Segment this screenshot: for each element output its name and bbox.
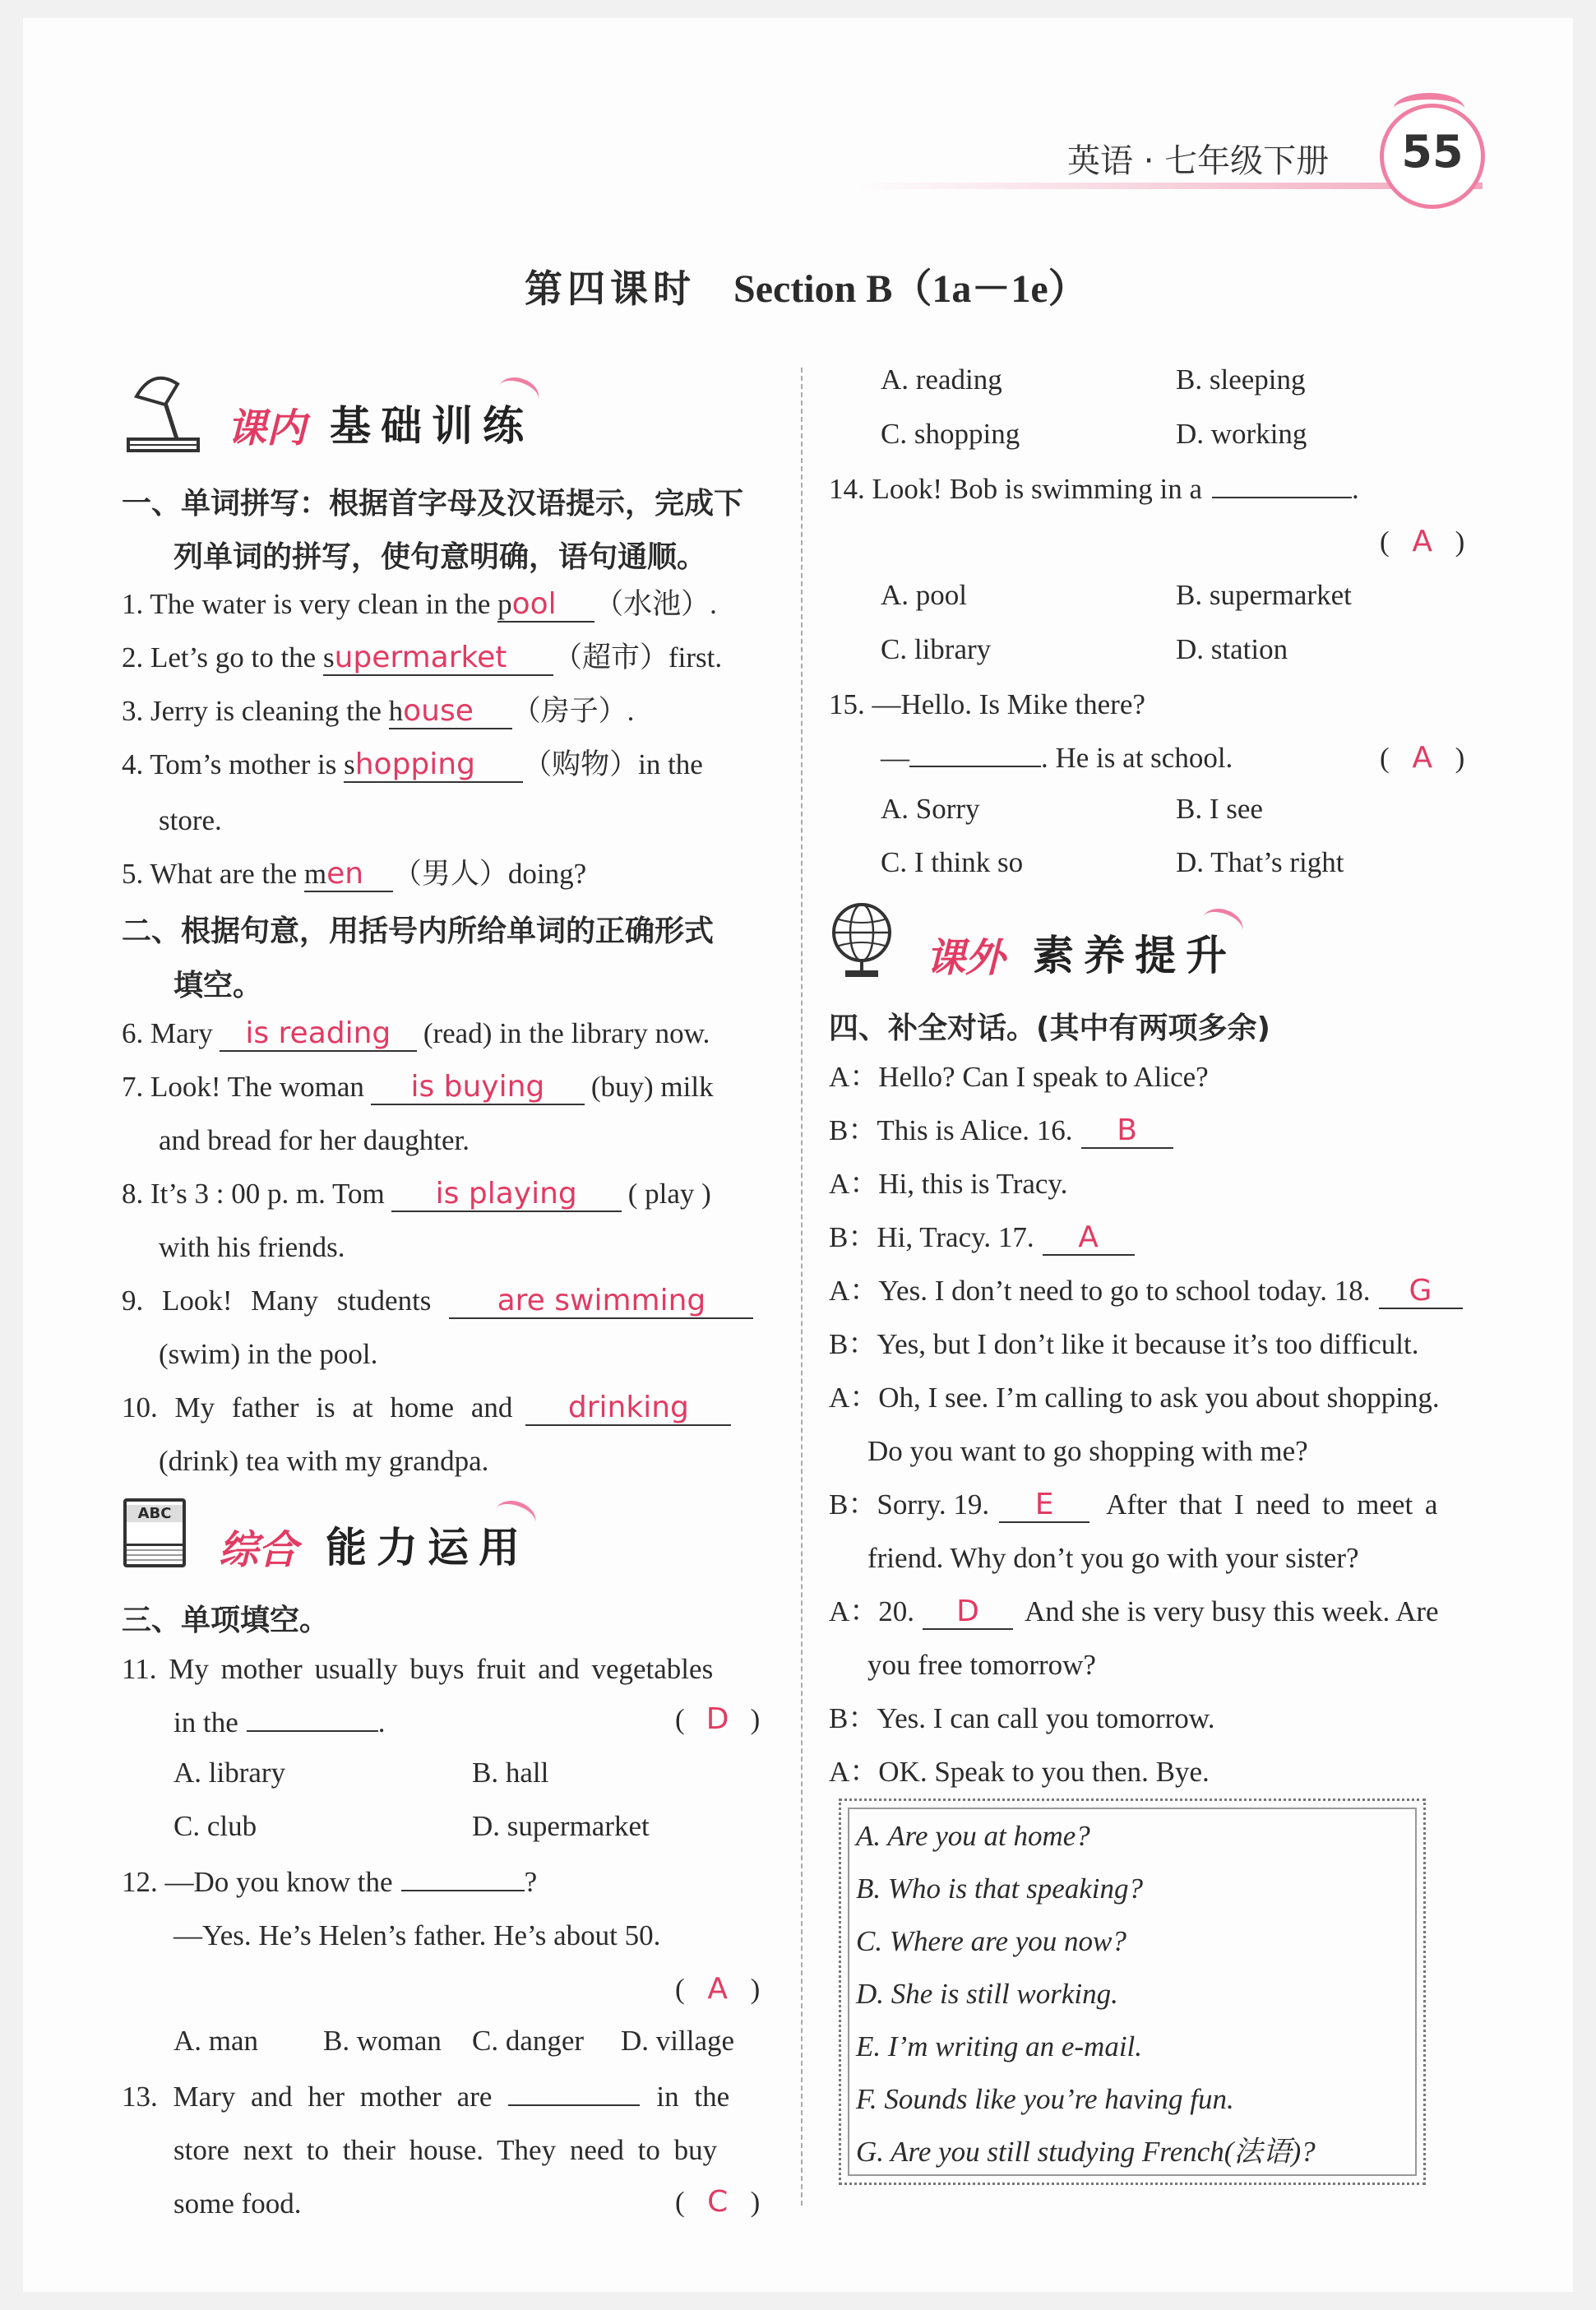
part1-heading-1: 一、单词拼写：根据首字母及汉语提示，完成下 [122,487,744,521]
q12-paren-open: ( [675,1973,685,2005]
q9-blank [449,1285,753,1319]
q1-text: 1. The water is very clean in the [122,588,498,620]
q10-answer: drinking [567,1391,689,1424]
blank-20 [923,1595,1013,1630]
q1-blank [497,588,594,623]
answer-16: B [1117,1113,1137,1147]
q15-option-b: B. I see [1176,793,1263,825]
q7-hint: (buy) milk [590,1071,714,1103]
dialogue-text: Hi, Tracy. 17. [877,1221,1034,1253]
question-6 [122,1015,710,1053]
q1-answer: ool [511,587,557,621]
answer-19: E [1034,1488,1054,1521]
dialogue-line-4 [829,1219,1135,1257]
speaker: A： [829,1756,879,1788]
q3-hint: （房子）. [511,695,635,727]
column-divider [801,368,803,2206]
choice-a: A. Are you at home? [856,1820,1090,1852]
blank-16 [1081,1114,1173,1149]
q15-paren-close: ) [1455,742,1465,774]
q9-text: 9. Look! Many students [122,1285,432,1317]
q1-letter: p [497,588,512,620]
q14-paren-open: ( [1380,525,1390,558]
q6-blank [220,1017,417,1052]
q14-blank [1212,497,1352,498]
q8-hint: ( play ) [627,1178,711,1210]
speaker: A： [829,1595,879,1627]
dialogue-text: Yes, but I don’t like it because it’s too difficult. [877,1328,1419,1360]
q5-answer: en [326,857,364,891]
q13-option-b: B. sleeping [1176,363,1306,396]
dialogue-text-after: And she is very busy this week. Are [1025,1595,1439,1627]
question-15-stem-2: — . He is at school. [881,742,1233,774]
question-7-cont: and bread for her daughter. [159,1124,470,1156]
q14-paren-close: ) [1455,525,1465,558]
dialogue-line-3 [829,1165,1067,1203]
q7-answer: is buying [410,1070,545,1104]
q12-paren-close: ) [750,1973,761,2005]
book-icon-label: ABC [127,1505,183,1522]
q11-option-b: B. hall [472,1757,549,1789]
lesson-title-cn: 第四课时 [525,266,696,311]
q15-answer: A [1412,741,1432,775]
q14-answer: A [1412,525,1432,558]
q15-option-d: D. That’s right [1176,846,1344,878]
q15-blank [909,766,1041,767]
q6-text: 6. Mary [122,1017,213,1049]
q13-option-d: D. working [1176,418,1307,450]
answer-17: A [1078,1220,1099,1254]
q2-answer: upermarket [334,641,507,674]
speaker: B： [829,1221,877,1253]
book-icon [123,1498,186,1567]
q2-hint: （超市）first. [553,641,723,674]
page-number: 55 [1401,126,1464,178]
dialogue-text-after: After that I need to meet a [1106,1488,1438,1521]
q14-answer-box [1380,523,1464,561]
q5-hint: （男人）doing? [392,858,587,890]
part3-heading: 三、单项填空。 [122,1604,330,1637]
q15-option-c: C. I think so [881,846,1024,878]
q13-paren-open: ( [675,2186,685,2218]
q13-answer-box [675,2183,760,2221]
banner-classroom-basics [120,363,548,462]
dialogue-text: Hi, this is Tracy. [878,1168,1068,1200]
book-icon-pages [127,1544,183,1564]
q3-letter: h [388,695,404,727]
dialogue-line-8-cont: friend. Why don’t you go with your sister? [867,1542,1359,1574]
q13-option-a: A. reading [881,363,1002,396]
question-12-stem-2: —Yes. He’s Helen’s father. He’s about 50. [173,1919,661,1951]
q2-text: 2. Let’s go to the [122,641,323,674]
speaker: B： [829,1328,877,1360]
q4-answer: hopping [354,748,475,781]
q2-letter: s [322,641,335,674]
q12-blank [401,1890,525,1891]
q5-blank [304,858,393,892]
question-7 [122,1068,714,1106]
part2-heading-1: 二、根据句意，用括号内所给单词的正确形式 [122,914,715,948]
speaker: B： [829,1702,877,1734]
q7-text: 7. Look! The woman [122,1071,364,1103]
q11-answer-box [675,1701,760,1738]
dialogue-text: Hello? Can I speak to Alice? [878,1061,1209,1093]
q8-answer: is playing [435,1177,577,1211]
dialogue-text: This is Alice. 16. [877,1114,1073,1146]
banner-extracurricular [827,898,1255,988]
blank-18 [1379,1275,1463,1309]
lesson-title [525,257,1088,313]
q11-paren-open: ( [675,1703,685,1735]
dialogue-line-9-cont: you free tomorrow? [867,1649,1096,1681]
part4-heading: 四、补全对话。(其中有两项多余) [829,1011,1270,1045]
banner2-label-pink: 综合 [219,1527,298,1573]
globe-icon [827,898,901,980]
question-4 [122,746,703,784]
q12-option-d: D. village [621,2025,735,2057]
q2-blank [323,641,553,676]
q11-stem-text: in the [173,1706,238,1738]
header-subject: 英语 · 七年级下册 [1067,142,1330,180]
q12-option-c: C. danger [472,2025,585,2057]
dialogue-line-10 [829,1700,1215,1738]
q15-stem-text: He is at school. [1055,742,1233,774]
q12-option-b: B. woman [323,2025,442,2057]
question-8 [122,1175,711,1213]
q6-answer: is reading [245,1016,391,1050]
speaker: A： [829,1061,879,1093]
banner-label-pink: 课内 [227,405,307,451]
q4-letter: s [344,748,355,780]
answer-20: D [956,1595,979,1628]
dialogue-line-7-cont: Do you want to go shopping with me? [867,1435,1308,1467]
q12-option-a: A. man [173,2025,259,2057]
speaker: A： [829,1168,879,1200]
question-13-stem-2: store next to their house. They need to buy [173,2134,718,2166]
banner3-label-pink: 课外 [926,935,1006,981]
question-9-cont: (swim) in the pool. [159,1338,378,1370]
q10-text: 10. My father is at home and [122,1391,513,1423]
q4-blank [344,748,523,783]
lamp-icon [120,363,202,456]
dialogue-line-1 [829,1058,1209,1096]
dialogue-line-5 [829,1272,1463,1310]
question-10 [122,1389,731,1427]
q3-blank [389,695,512,729]
q7-blank [371,1071,585,1105]
question-13-stem [122,2078,729,2116]
dialogue-text: 20. [878,1595,915,1627]
banner2-label-main: 能力运用 [326,1524,530,1572]
dialogue-line-11 [829,1753,1210,1791]
choice-b: B. Who is that speaking? [856,1873,1143,1905]
question-14-stem: 14. Look! Bob is swimming in a . [829,473,1359,505]
dialogue-text: Yes. I can call you tomorrow. [877,1702,1215,1734]
dialogue-text: OK. Speak to you then. Bye. [878,1756,1210,1788]
blank-19 [999,1488,1089,1523]
q13-blank [508,2104,640,2106]
q12-stem-text: 12. —Do you know the [122,1866,393,1898]
part2-heading-2: 填空。 [173,969,263,1002]
q4-text: 4. Tom’s mother is [122,748,345,780]
q14-option-d: D. station [1176,633,1288,665]
speaker: B： [829,1488,877,1521]
q11-option-a: A. library [173,1757,286,1789]
worksheet-page [23,18,1573,2292]
dialogue-line-8 [829,1486,1437,1524]
q11-paren-close: ) [750,1703,761,1735]
choice-g: G. Are you still studying French(法语)? [856,2136,1316,2168]
question-4-cont: store. [159,804,222,836]
banner-label-main: 基础训练 [330,402,534,450]
question-13-stem-3: some food. [173,2187,302,2220]
question-8-cont: with his friends. [159,1231,345,1263]
q1-hint: （水池）. [594,588,717,620]
question-12-stem: 12. —Do you know the ? [122,1866,538,1898]
q3-answer: ouse [403,694,474,728]
question-10-cont: (drink) tea with my grandpa. [159,1445,489,1477]
q13-stem-text: 13. Mary and her mother are [122,2081,493,2113]
q9-answer: are swimming [497,1284,706,1317]
q12-answer-box [675,1970,760,2008]
speaker: A： [829,1275,879,1307]
question-3 [122,692,634,730]
lesson-title-en: Section B（1a－1e） [733,267,1088,311]
q3-text: 3. Jerry is cleaning the [122,695,389,727]
q12-answer: A [707,1972,728,2006]
q8-text: 8. It’s 3 : 00 p. m. Tom [122,1178,385,1210]
q13-paren-close: ) [750,2186,761,2218]
question-15-stem: 15. —Hello. Is Mike there? [829,688,1145,720]
question-1 [122,586,717,623]
question-2 [122,639,722,677]
question-11-stem-2: in the . [173,1706,386,1738]
q13-answer: C [707,2185,729,2219]
page-number-badge [1380,104,1485,209]
q11-option-c: C. club [173,1810,257,1842]
blank-17 [1043,1221,1135,1256]
question-9 [122,1282,753,1320]
q8-blank [391,1178,622,1212]
q11-answer: D [705,1702,729,1736]
q4-hint: （购物）in the [523,748,703,780]
dialogue-line-9 [829,1593,1439,1631]
q5-letter: m [303,858,327,890]
q15-option-a: A. Sorry [881,793,980,825]
part1-heading-2: 列单词的拼写，使句意明确，语句通顺。 [173,540,707,574]
dialogue-text: Yes. I don’t need to go to school today. 18. [878,1275,1371,1307]
question-11-stem: 11. My mother usually buys fruit and vegetables [122,1653,714,1685]
q10-blank [525,1391,731,1426]
speaker: B： [829,1114,877,1146]
choice-c: C. Where are you now? [856,1925,1126,1957]
q15-answer-box [1380,739,1464,777]
q14-stem-text: 14. Look! Bob is swimming in a [829,473,1203,505]
dialogue-text: Sorry. 19. [877,1488,990,1521]
q13-option-c: C. shopping [881,418,1020,450]
banner3-label-main: 素养提升 [1033,932,1237,979]
answer-18: G [1409,1274,1432,1308]
speaker: A： [829,1382,879,1414]
dialogue-line-2 [829,1112,1173,1150]
choice-f: F. Sounds like you’re having fun. [856,2083,1234,2115]
dialogue-text: Oh, I see. I’m calling to ask you about shopping. [878,1382,1440,1414]
q11-option-d: D. supermarket [472,1810,650,1842]
question-5 [122,855,586,893]
dialogue-line-7 [829,1379,1440,1417]
q5-text: 5. What are the [122,858,304,890]
page-number-arc [1394,93,1464,124]
q15-paren-open: ( [1380,742,1390,774]
dialogue-line-6 [829,1326,1418,1363]
choice-e: E. I’m writing an e-mail. [856,2030,1143,2062]
q6-hint: (read) in the library now. [423,1017,710,1049]
q14-option-a: A. pool [881,579,967,611]
q13-stem-text-b: in the [656,2081,730,2113]
q14-option-c: C. library [881,633,992,665]
q11-blank [247,1730,378,1732]
q14-option-b: B. supermarket [1176,579,1352,611]
choice-d: D. She is still working. [856,1978,1118,2010]
banner-comprehensive [120,1490,548,1581]
